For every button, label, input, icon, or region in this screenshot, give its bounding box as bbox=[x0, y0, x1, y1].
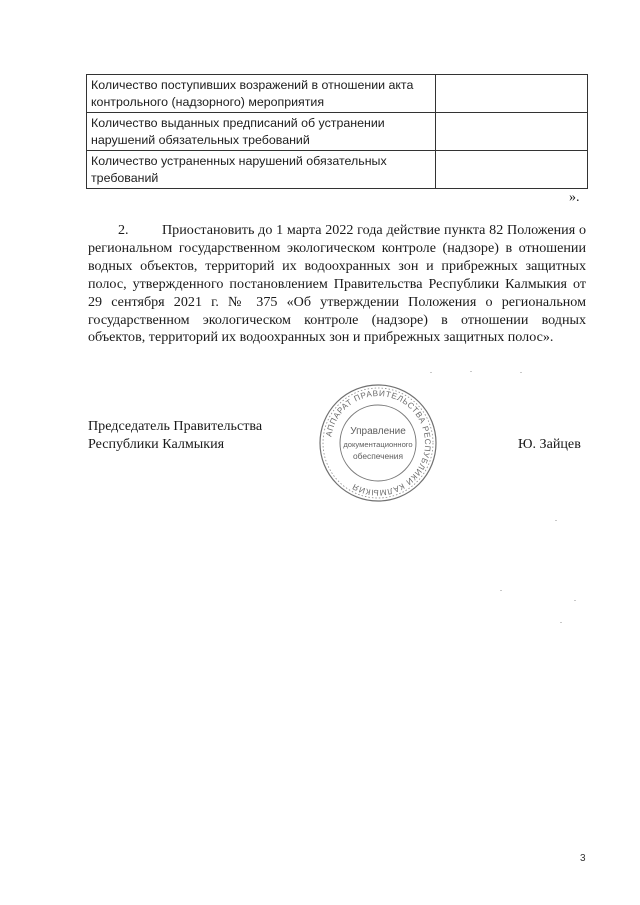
scan-speck bbox=[560, 622, 562, 623]
signatory-title bbox=[88, 417, 308, 453]
table-row bbox=[87, 113, 588, 151]
scan-speck bbox=[430, 372, 432, 373]
table-cell-value bbox=[436, 113, 588, 151]
official-stamp bbox=[317, 382, 439, 504]
paragraph-item-2 bbox=[88, 222, 586, 347]
statistics-table bbox=[86, 74, 588, 189]
scan-speck bbox=[555, 520, 557, 521]
table-cell-label: Количество поступивших возражений в отношении акта контрольного (надзорного) мероприятия bbox=[87, 75, 436, 113]
stamp-ring-text: АППАРАТ ПРАВИТЕЛЬСТВА РЕСПУБЛИКИ КАЛМЫКИЯ bbox=[324, 388, 433, 498]
table-cell-value bbox=[436, 75, 588, 113]
signatory-name: Ю. Зайцев bbox=[518, 436, 581, 452]
closing-quote: ». bbox=[569, 190, 580, 205]
scan-speck bbox=[520, 372, 522, 373]
paragraph-text: Приостановить до 1 марта 2022 года действие пункта 82 Положения о региональном государственном экологическом контроле (надзоре) в отношении водных объектов, территорий их водоохранных зон и прибрежных защитных полос, утвержденного постановлением Правительства Республики Калмыкия от 29 сентября 2021 г. № 375 «Об утверждении Положения о региональном государственном экологическом контроле (надзоре) в отношении водных объектов, территорий их водоохранных зон и прибрежных защитных полос». bbox=[88, 222, 586, 346]
paragraph-number: 2. bbox=[118, 222, 129, 238]
table-cell-label: Количество устраненных нарушений обязательных требований bbox=[87, 151, 436, 189]
table-row bbox=[87, 75, 588, 113]
scan-speck bbox=[574, 600, 576, 601]
table-cell-value bbox=[436, 151, 588, 189]
stamp-center-line-3: обеспечения bbox=[353, 451, 403, 461]
stamp-center-line-1: Управление bbox=[350, 426, 406, 437]
signatory-title-line-2: Республики Калмыкия bbox=[88, 436, 225, 452]
table-row bbox=[87, 151, 588, 189]
scan-speck bbox=[500, 590, 502, 591]
signatory-title-line-1: Председатель Правительства bbox=[88, 418, 263, 434]
scan-speck bbox=[470, 371, 472, 372]
stamp-center-line-2: документационного bbox=[343, 440, 413, 449]
page-number: 3 bbox=[580, 853, 586, 864]
table-cell-label: Количество выданных предписаний об устранении нарушений обязательных требований bbox=[87, 113, 436, 151]
